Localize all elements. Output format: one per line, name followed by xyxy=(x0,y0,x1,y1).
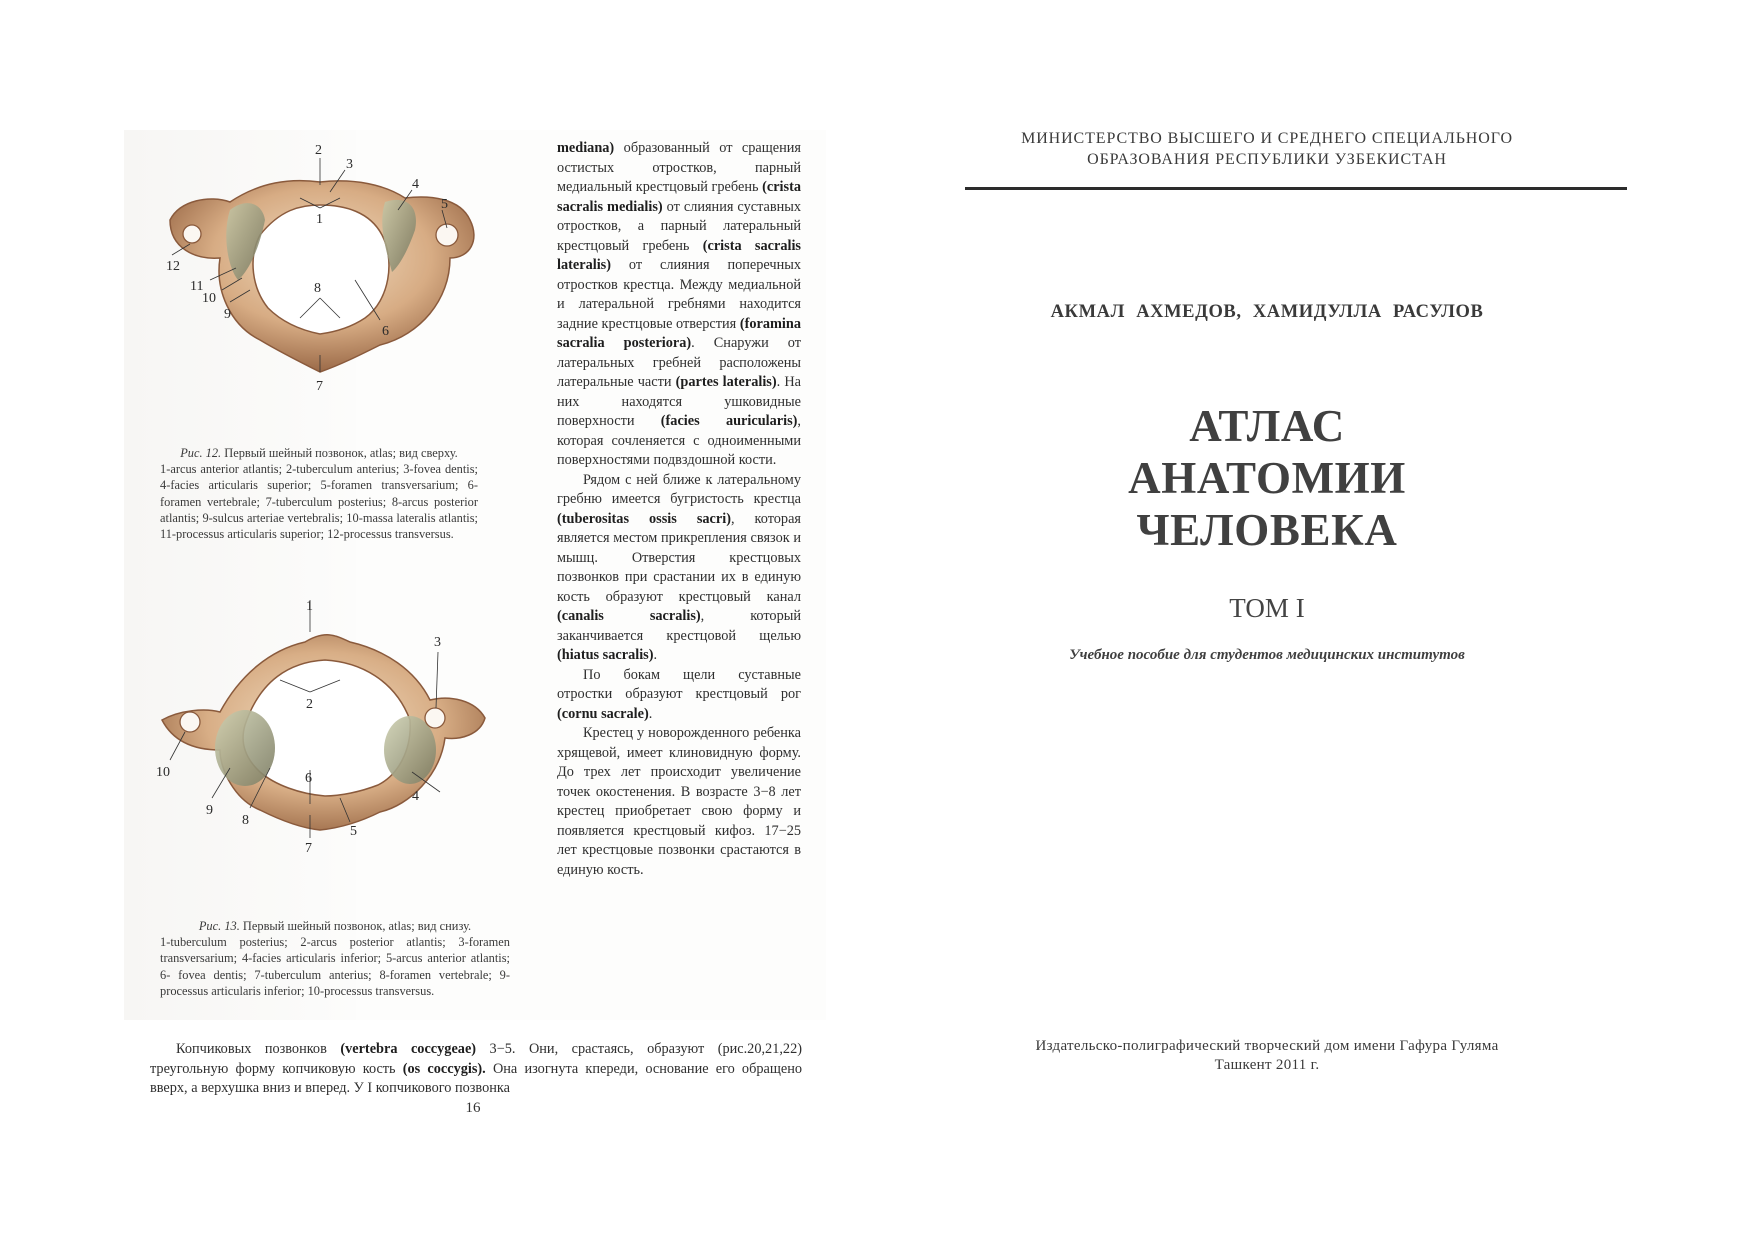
figure-12-label-3: 3 xyxy=(346,157,353,172)
figure-13-atlas-bottom-view xyxy=(150,600,540,895)
figure-13-label-10: 10 xyxy=(156,765,170,780)
authors: АКМАЛ АХМЕДОВ, ХАМИДУЛЛА РАСУЛОВ xyxy=(1050,302,1484,322)
figure-12-label-11: 11 xyxy=(190,279,204,294)
bold-term: (tuberositas ossis sacri) xyxy=(557,510,731,527)
paragraph: По бокам щели суставные отростки образуют крестцовый рог (cornu sacrale). xyxy=(557,666,801,722)
bold-term: (hiatus sacralis) xyxy=(557,647,654,663)
figure-12-label-4: 4 xyxy=(412,177,419,192)
ministry-line-1: МИНИСТЕРСТВО ВЫСШЕГО И СРЕДНЕГО СПЕЦИАЛЬНОГО xyxy=(1021,130,1513,147)
book-title-line-1: АТЛАС xyxy=(1189,401,1345,451)
figure-13-label-1: 1 xyxy=(306,600,313,614)
figure-12-label-6: 6 xyxy=(382,324,389,339)
figure-13-label-5: 5 xyxy=(350,824,357,839)
figure-12-label-7: 7 xyxy=(316,379,323,394)
bold-term: (crista sacralis medialis) xyxy=(557,179,801,215)
paragraph: mediana) образованный от сращения остистых отростков, парный медиальный крестцовый гребень (crista sacralis medialis) от слияния суставных отростков, а парный латеральный крестцовый гребень (crista sacralis lateralis) от слияния поперечных отростков крестца. Между медиальной и латеральной гребнями находится задние крестцовые отверстия (foramina sacralia posteriora). Снаружи от латеральных гребней расположены латеральные части (partes lateralis). На них находятся ушковидные поверхности (facies auricularis), которая сочленяется с одноименными поверхностями подвздошной кости. xyxy=(557,140,802,468)
volume-number: ТОМ I xyxy=(1229,593,1305,623)
bold-term: (canalis sacralis) xyxy=(557,608,701,624)
figure-13-label-4: 4 xyxy=(412,789,419,804)
book-title-line-3: ЧЕЛОВЕКА xyxy=(1136,505,1398,555)
figure-13-label-8: 8 xyxy=(242,813,249,828)
header-rule xyxy=(965,187,1627,190)
figure-13-label-3: 3 xyxy=(434,635,441,650)
bold-term: mediana) xyxy=(557,140,615,156)
atlas-bottom-illustration xyxy=(150,600,540,895)
figure-13-label-9: 9 xyxy=(206,803,213,818)
figure-12-caption-title xyxy=(160,445,478,461)
bold-term: (partes lateralis) xyxy=(675,374,777,390)
book-title xyxy=(957,400,1577,556)
paragraph: Копчиковых позвонков (vertebra coccygeae) 3−5. Они, срастаясь, образуют (рис.20,21,22) треугольную форму копчиковую кость (os coccygis). Она изогнута кпереди, основание его обращено вверх, а верхушка вниз и вперед. У I копчикового позвонка xyxy=(150,1041,803,1096)
figure-12-caption xyxy=(160,445,478,542)
figure-13-caption xyxy=(160,918,510,999)
figure-12-label-5: 5 xyxy=(441,197,448,212)
publisher-info xyxy=(917,1037,1617,1075)
bold-term: (vertebra coccygeae) xyxy=(340,1041,477,1057)
figure-13-label-7: 7 xyxy=(305,841,312,856)
paragraph: Крестец у новорожденного ребенка хрящевой, имеет клиновидную форму. До трех лет происходит увеличение точек окостенения. В возрасте 3−8 лет крестец приобретает свою форму и появляется крестцовый кифоз. 17−25 лет крестцовые позвонки срастаются в единую кость. xyxy=(557,725,801,878)
figure-12-label-9: 9 xyxy=(224,307,231,322)
figure-12-atlas-top-view xyxy=(150,140,510,405)
publisher-line-1: Издательско-полиграфический творческий дом имени Гафура Гуляма xyxy=(1035,1038,1499,1054)
right-page-title-page xyxy=(877,0,1754,1240)
bold-term: (cornu sacrale) xyxy=(557,705,649,722)
book-title-line-2: АНАТОМИИ xyxy=(1128,453,1406,503)
ministry-line-2: ОБРАЗОВАНИЯ РЕСПУБЛИКИ УЗБЕКИСТАН xyxy=(1087,151,1447,168)
bold-term: (foramina sacralia posteriora) xyxy=(557,315,801,351)
body-text-column xyxy=(557,139,801,880)
bold-term: (facies auricularis) xyxy=(660,413,798,429)
figure-12-label-12: 12 xyxy=(166,259,180,274)
figure-12-label-10: 10 xyxy=(202,291,216,306)
figure-13-label-6: 6 xyxy=(305,771,312,786)
figure-13-label-2: 2 xyxy=(306,697,313,712)
paragraph: Рядом с ней ближе к латеральному гребню имеется бугристость крестца (tuberositas ossis sacri), которая является местом прикрепления связок и мышц. Отверстия крестцовых позвонков при срастании их в единую кость образуют крестцовый канал (canalis sacralis), который заканчивается крестцовой щелью (hiatus sacralis). xyxy=(557,471,801,663)
figure-13-caption-number: Рис. 13. xyxy=(198,919,240,933)
body-text-bottom xyxy=(150,1040,802,1099)
figure-13-caption-text: Первый шейный позвонок, atlas; вид снизу. xyxy=(242,919,472,933)
page-number: 16 xyxy=(465,1100,481,1116)
publisher-line-2: Ташкент 2011 г. xyxy=(1214,1057,1320,1073)
figure-12-label-1: 1 xyxy=(316,212,323,227)
figure-12-caption-legend: 1-arcus anterior atlantis; 2-tuberculum anterius; 3-fovea dentis; 4-facies articularis superior; 5-foramen transversarium; 6-foramen vertebrale; 7-tuberculum posterius; 8-arcus posterior atlantis; 9-sulcus arteriae vertebralis; 10-massa lateralis atlantis; 11-processus articularis superior; 12-processus transversus. xyxy=(160,462,478,542)
figure-13-caption-title xyxy=(160,918,510,934)
figure-12-caption-number: Рис. 12. xyxy=(180,446,222,460)
figure-13-caption-legend: 1-tuberculum posterius; 2-arcus posterior atlantis; 3-foramen transversarium; 4-facies articularis inferior; 5-arcus anterior atlantis; 6- fovea dentis; 7-tuberculum anterius; 8-foramen vertebrale; 9-processus articularis inferior; 10-processus transversus. xyxy=(160,935,510,998)
atlas-top-illustration xyxy=(150,140,510,405)
figure-12-label-8: 8 xyxy=(314,281,321,296)
figure-12-caption-text: Первый шейный позвонок, atlas; вид сверху. xyxy=(224,446,458,460)
figure-12-label-2: 2 xyxy=(315,143,322,158)
bold-term: (crista sacralis lateralis) xyxy=(557,237,801,273)
ministry-header xyxy=(957,128,1577,170)
book-subtitle: Учебное пособие для студентов медицинских институтов xyxy=(1069,647,1465,663)
bold-term: (os coccygis). xyxy=(402,1060,486,1077)
